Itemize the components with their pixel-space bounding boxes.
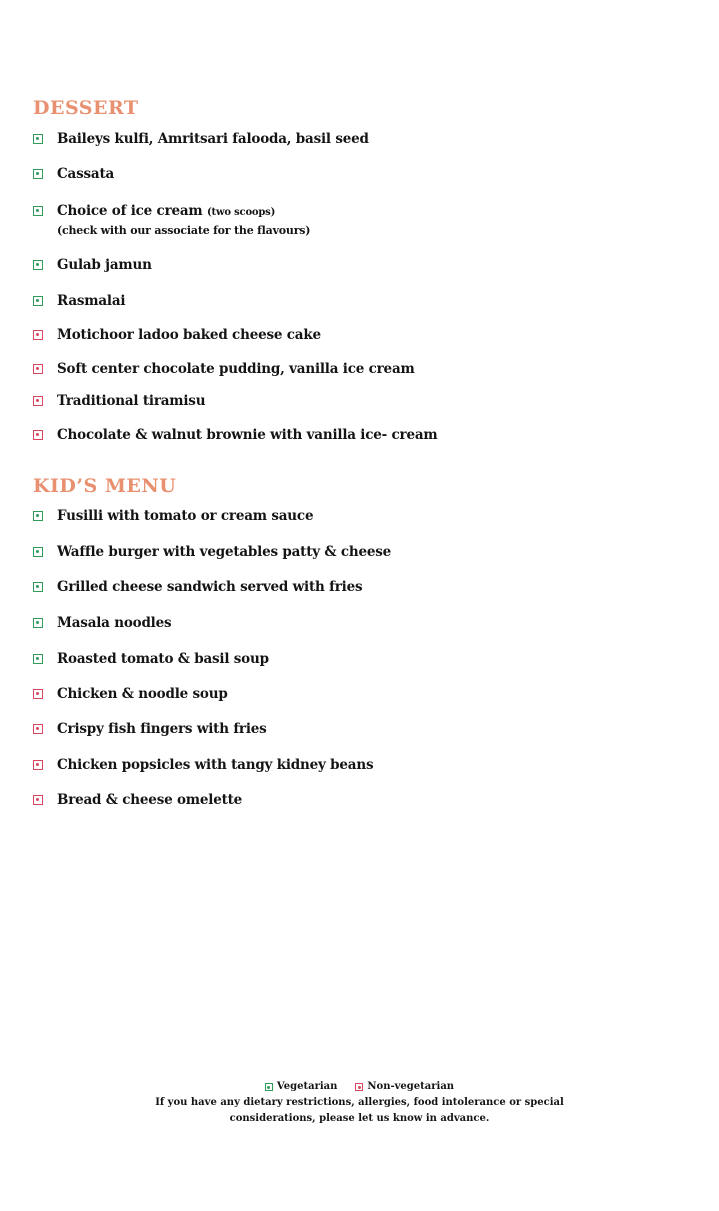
- menu-item-kids-1: [33, 507, 313, 525]
- nonveg-indicator-icon: [355, 1083, 363, 1091]
- item-label: Chocolate & walnut brownie with vanilla ice- cream: [57, 427, 438, 443]
- footer-note: [0, 1079, 719, 1127]
- veg-indicator-icon: [33, 547, 43, 557]
- veg-indicator-icon: [33, 134, 43, 144]
- legend-veg-label: Vegetarian: [276, 1081, 338, 1092]
- nonveg-indicator-icon: [33, 689, 43, 699]
- nonveg-indicator-icon: [33, 430, 43, 440]
- item-label: Roasted tomato & basil soup: [57, 651, 269, 667]
- nonveg-indicator-icon: [33, 795, 43, 805]
- veg-indicator-icon: [33, 296, 43, 306]
- item-label: Gulab jamun: [57, 257, 152, 273]
- item-label: Masala noodles: [57, 615, 172, 631]
- menu-item-dessert-4: [33, 256, 152, 274]
- legend-nonveg-label: Non-vegetarian: [367, 1081, 455, 1092]
- item-label: Fusilli with tomato or cream sauce: [57, 508, 314, 524]
- veg-indicator-icon: [33, 654, 43, 664]
- item-label: Bread & cheese omelette: [57, 792, 243, 808]
- menu-item-kids-6: [33, 685, 228, 703]
- item-label: Crispy fish fingers with fries: [57, 721, 267, 737]
- kids-menu-title: KID’S MENU: [33, 475, 177, 497]
- diet-legend: [0, 1079, 719, 1095]
- item-label: Cassata: [57, 166, 115, 182]
- menu-item-dessert-6: [33, 326, 321, 344]
- menu-item-kids-2: [33, 543, 391, 561]
- item-label: Waffle burger with vegetables patty & cheese: [57, 544, 392, 560]
- menu-item-dessert-8: [33, 392, 205, 410]
- veg-indicator-icon: [33, 618, 43, 628]
- veg-indicator-icon: [33, 169, 43, 179]
- veg-indicator-icon: [265, 1083, 273, 1091]
- veg-indicator-icon: [33, 582, 43, 592]
- menu-item-kids-9: [33, 791, 242, 809]
- item-text-block: [57, 202, 310, 240]
- veg-indicator-icon: [33, 206, 43, 216]
- dietary-note-line-1: If you have any dietary restrictions, allergies, food intolerance or special: [155, 1097, 564, 1108]
- nonveg-indicator-icon: [33, 396, 43, 406]
- menu-item-kids-8: [33, 756, 373, 774]
- dietary-note-line-2: considerations, please let us know in advance.: [229, 1113, 490, 1124]
- menu-item-dessert-5: [33, 292, 125, 310]
- item-note-inline: (two scoops): [207, 207, 276, 218]
- item-label: Traditional tiramisu: [57, 393, 206, 409]
- item-label: Baileys kulfi, Amritsari falooda, basil seed: [57, 131, 369, 147]
- nonveg-indicator-icon: [33, 364, 43, 374]
- nonveg-indicator-icon: [33, 760, 43, 770]
- menu-item-kids-4: [33, 614, 171, 632]
- nonveg-indicator-icon: [33, 330, 43, 340]
- legend-nonveg: [355, 1079, 454, 1095]
- veg-indicator-icon: [33, 511, 43, 521]
- nonveg-indicator-icon: [33, 724, 43, 734]
- item-label: Chicken & noodle soup: [57, 686, 228, 702]
- menu-item-dessert-2: [33, 165, 114, 183]
- menu-item-dessert-9: [33, 426, 438, 444]
- item-label: Grilled cheese sandwich served with fries: [57, 579, 363, 595]
- item-label: Choice of ice cream: [57, 203, 203, 219]
- item-label: Motichoor ladoo baked cheese cake: [57, 327, 321, 343]
- menu-item-dessert-7: [33, 360, 415, 378]
- menu-item-dessert-1: [33, 130, 369, 148]
- legend-veg: [265, 1079, 337, 1095]
- veg-indicator-icon: [33, 260, 43, 270]
- item-label: Soft center chocolate pudding, vanilla ice cream: [57, 361, 415, 377]
- menu-item-kids-7: [33, 720, 267, 738]
- menu-item-kids-5: [33, 650, 269, 668]
- menu-item-kids-3: [33, 578, 362, 596]
- dessert-title: DESSERT: [33, 97, 139, 119]
- item-label: Chicken popsicles with tangy kidney beans: [57, 757, 374, 773]
- item-note-line: (check with our associate for the flavours): [57, 224, 311, 237]
- menu-item-dessert-3: [33, 202, 310, 240]
- item-label: Rasmalai: [57, 293, 126, 309]
